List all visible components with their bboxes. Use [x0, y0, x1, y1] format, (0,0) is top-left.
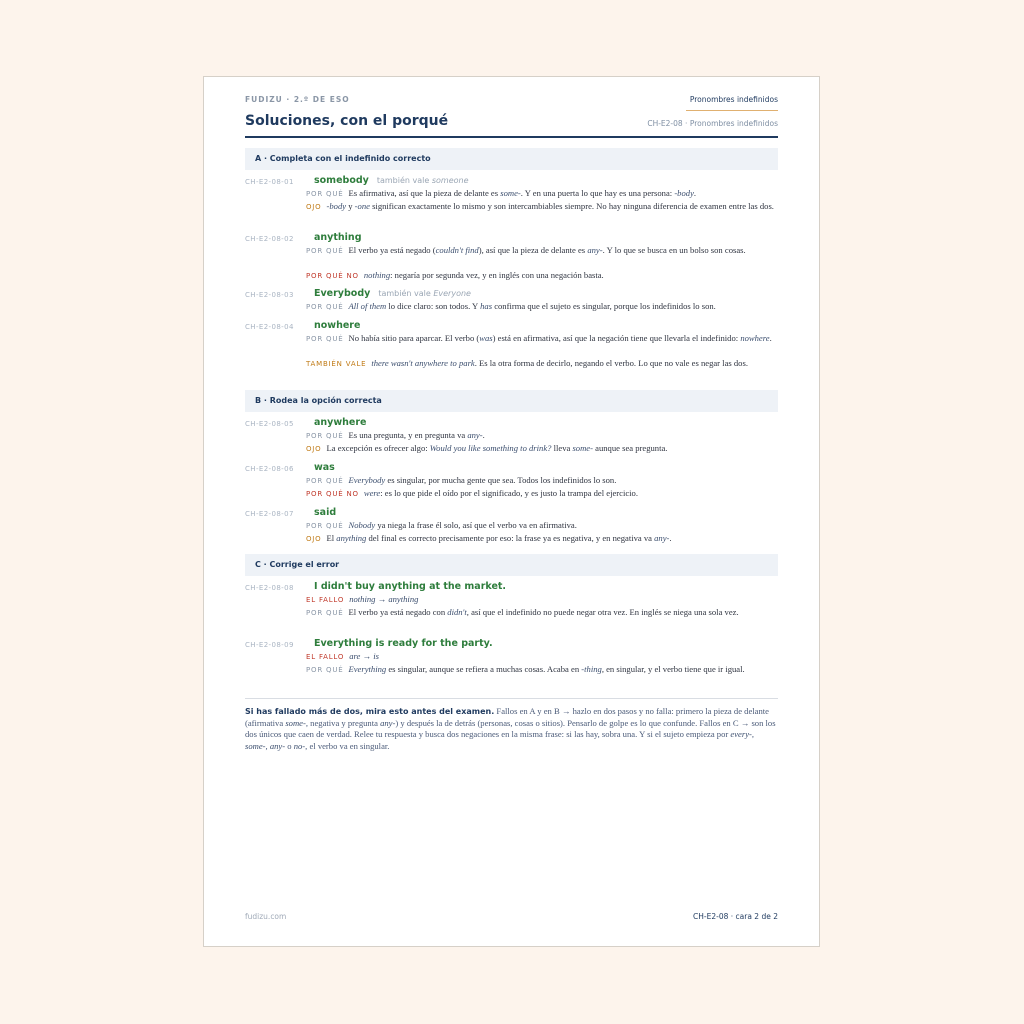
answer-text: was [314, 462, 335, 473]
answer-text: Everybody [314, 288, 371, 299]
explanation-fallo: EL FALLO are → is [306, 651, 379, 661]
answer-text: said [314, 507, 337, 518]
page-title: Soluciones, con el porqué [245, 113, 449, 129]
header-rule [245, 136, 778, 138]
item-code: CH-E2-08-05 [245, 420, 294, 428]
explanation-fallo: EL FALLO nothing → anything [306, 594, 419, 604]
summary-divider [245, 698, 778, 699]
topic-label: Pronombres indefinidos [689, 95, 778, 104]
sheet-code: CH-E2-08 · Pronombres indefinidos [647, 119, 778, 128]
summary-note: Si has fallado más de dos, mira esto antes del examen. Fallos en A y en B → hazlo en dos pasos y no falla: primero la pieza de delante (afirmativa some-, negativa y pregunta any-) y después la de detrás (personas, cosas o sitios). Pensarlo de golpe es lo que confunde. Fallos en C → son los dos únicos que caen de verdad. Relee tu respuesta y busca dos negaciones en la misma frase: si las hay, sobra una. Y si el sujeto empieza por every-, some-, any- o no-, el verbo va en singular. [245, 706, 776, 751]
explanation-ojo: OJO El anything del final es correcto precisamente por eso: la frase ya es negativa, y en negativa va any-. [306, 533, 672, 543]
answer-text: anything [314, 232, 362, 243]
item-code: CH-E2-08-02 [245, 235, 294, 243]
explanation-porque: POR QUÉ No había sitio para aparcar. El verbo (was) está en afirmativa, así que la negación tiene que llevarla el indefinido: nowhere. [306, 333, 772, 343]
item-code: CH-E2-08-07 [245, 510, 294, 518]
item-code: CH-E2-08-01 [245, 178, 294, 186]
answer-text: Everything is ready for the party. [314, 638, 493, 649]
explanation-tambien-vale: TAMBIÉN VALE there wasn't anywhere to park. Es la otra forma de decirlo, negando el verbo. Lo que no vale es negar las dos. [306, 358, 748, 368]
answer-text: nowhere [314, 320, 361, 331]
item-code: CH-E2-08-08 [245, 584, 294, 592]
brand-label: FUDIZU · 2.º DE ESO [245, 95, 350, 104]
answer-text: anywhere [314, 417, 367, 428]
item-code: CH-E2-08-09 [245, 641, 294, 649]
item-code: CH-E2-08-06 [245, 465, 294, 473]
explanation-porque: POR QUÉ Es una pregunta, y en pregunta va any-. [306, 430, 485, 440]
summary-lead: Si has fallado más de dos, mira esto antes del examen. [245, 707, 495, 716]
answer-text: somebody [314, 175, 369, 186]
explanation-porque: POR QUÉ Everybody es singular, por mucha gente que sea. Todos los indefinidos lo son. [306, 475, 617, 485]
section-a-heading: A · Completa con el indefinido correcto [245, 148, 778, 170]
explanation-porque-no: POR QUÉ NO were: es lo que pide el oído por el significado, y es justo la trampa del ejercicio. [306, 488, 638, 498]
explanation-porque: POR QUÉ Nobody ya niega la frase él solo, así que el verbo va en afirmativa. [306, 520, 577, 530]
footer-page: CH-E2-08 · cara 2 de 2 [693, 912, 778, 921]
section-b-heading: B · Rodea la opción correcta [245, 390, 778, 412]
alternative-answer: también vale someone [376, 176, 469, 185]
explanation-porque: POR QUÉ Es afirmativa, así que la pieza de delante es some-. Y en una puerta lo que hay es una persona: -body. [306, 188, 697, 198]
explanation-ojo: OJO La excepción es ofrecer algo: Would you like something to drink? lleva some- aunque sea pregunta. [306, 443, 668, 453]
answer-text: I didn't buy anything at the market. [314, 581, 507, 592]
worksheet-page [203, 76, 820, 947]
explanation-porque-no: POR QUÉ NO nothing: negaría por segunda vez, y en inglés con una negación basta. [306, 270, 604, 280]
item-code: CH-E2-08-03 [245, 291, 294, 299]
item-code: CH-E2-08-04 [245, 323, 294, 331]
alternative-answer: también vale Everyone [378, 289, 471, 298]
explanation-porque: POR QUÉ All of them lo dice claro: son todos. Y has confirma que el sujeto es singular, porque los indefinidos lo son. [306, 301, 716, 311]
explanation-porque: POR QUÉ Everything es singular, aunque se refiera a muchas cosas. Acaba en -thing, en singular, y el verbo tiene que ir igual. [306, 664, 745, 674]
section-c-heading: C · Corrige el error [245, 554, 778, 576]
explanation-ojo: OJO -body y -one significan exactamente lo mismo y son intercambiables siempre. No hay ninguna diferencia de examen entre las dos. [306, 201, 774, 211]
explanation-porque: POR QUÉ El verbo ya está negado con didn't, así que el indefinido no puede negar otra vez. En inglés se niega una sola vez. [306, 607, 739, 617]
footer-site: fudizu.com [245, 912, 287, 921]
topic-underline [686, 110, 778, 111]
explanation-porque: POR QUÉ El verbo ya está negado (couldn't find), así que la pieza de delante es any-. Y lo que se busca en un bolso son cosas. [306, 245, 746, 255]
